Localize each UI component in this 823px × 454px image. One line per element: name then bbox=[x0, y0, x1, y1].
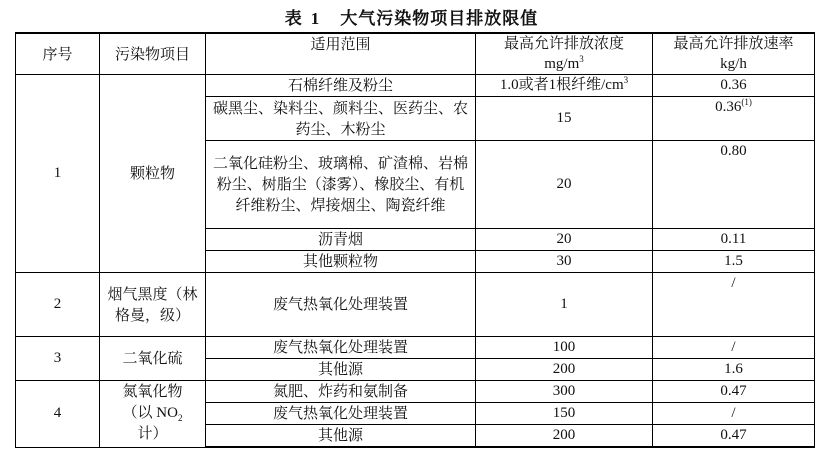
table-row bbox=[16, 75, 815, 97]
header-conc bbox=[476, 33, 653, 75]
rate-cell: 0.47 bbox=[653, 425, 815, 448]
conc-cell: 300 bbox=[476, 381, 653, 403]
rate-cell: 0.11 bbox=[653, 229, 815, 251]
conc-cell: 1.0或者1根纤维$/cm^3$ bbox=[476, 75, 653, 97]
scope-cell: 氮肥、炸药和氨制备 bbox=[206, 381, 476, 403]
conc-cell: 200 bbox=[476, 425, 653, 448]
seq-cell: 3 bbox=[16, 337, 100, 381]
rate-cell: 0.36$^{(1)}$ bbox=[653, 97, 815, 141]
rate-cell: 1.5 bbox=[653, 251, 815, 273]
scope-cell: 其他源 bbox=[206, 425, 476, 448]
scope-cell: 其他颗粒物 bbox=[206, 251, 476, 273]
seq-cell: 4 bbox=[16, 381, 100, 448]
header-conc-unit: $mg/m^3$ bbox=[544, 54, 584, 72]
scope-cell: 废气热氧化处理装置 bbox=[206, 403, 476, 425]
scope-cell: 其他源 bbox=[206, 359, 476, 381]
header-conc-label: 最高允许排放浓度 bbox=[503, 36, 624, 52]
header-scope: 适用范围 bbox=[206, 33, 476, 75]
table-title bbox=[0, 4, 823, 29]
table-title-text: 大气污染物项目排放限值 bbox=[340, 9, 539, 29]
scope-cell: 废气热氧化处理装置 bbox=[206, 337, 476, 359]
table-row bbox=[16, 381, 815, 403]
scope-cell: 碳黑尘、染料尘、颜料尘、医药尘、农药尘、木粉尘 bbox=[206, 97, 476, 141]
rate-footnote-marker: (1) bbox=[741, 97, 752, 107]
header-seq: 序号 bbox=[16, 33, 100, 75]
item-cell bbox=[100, 381, 206, 448]
rate-cell: / bbox=[653, 403, 815, 425]
header-rate-unit: kg/h bbox=[720, 56, 747, 72]
header-item: 污染物项目 bbox=[100, 33, 206, 75]
conc-cell: 20 bbox=[476, 229, 653, 251]
table-title-number: 1 bbox=[310, 9, 321, 28]
table-row bbox=[16, 337, 815, 359]
header-rate bbox=[653, 33, 815, 75]
rate-cell: 0.47 bbox=[653, 381, 815, 403]
item-cell: 烟气黑度（林格曼，级） bbox=[100, 273, 206, 337]
rate-cell: / bbox=[653, 337, 815, 359]
item-line: 氮氧化物 bbox=[122, 384, 183, 401]
conc-cell: 20 bbox=[476, 141, 653, 229]
seq-cell: 1 bbox=[16, 75, 100, 273]
item-line: （以 $NO_2$ bbox=[122, 405, 183, 424]
header-row bbox=[16, 33, 815, 75]
scope-cell: 废气热氧化处理装置 bbox=[206, 273, 476, 337]
table-row bbox=[16, 273, 815, 337]
rate-cell: / bbox=[653, 273, 815, 337]
rate-cell: 0.36 bbox=[653, 75, 815, 97]
seq-cell: 2 bbox=[16, 273, 100, 337]
item-cell: 颗粒物 bbox=[100, 75, 206, 273]
emission-limits-table bbox=[15, 32, 815, 448]
scope-cell: 沥青烟 bbox=[206, 229, 476, 251]
table-title-prefix: 表 bbox=[284, 9, 303, 29]
rate-cell: 0.80 bbox=[653, 141, 815, 229]
scope-cell: 石棉纤维及粉尘 bbox=[206, 75, 476, 97]
conc-cell: 1 bbox=[476, 273, 653, 337]
conc-cell: 150 bbox=[476, 403, 653, 425]
conc-cell: 100 bbox=[476, 337, 653, 359]
scope-cell: 二氧化硅粉尘、玻璃棉、矿渣棉、岩棉粉尘、树脂尘（漆雾）、橡胶尘、有机纤维粉尘、焊接烟尘、陶瓷纤维 bbox=[206, 141, 476, 229]
conc-cell: 15 bbox=[476, 97, 653, 141]
rate-cell: 1.6 bbox=[653, 359, 815, 381]
conc-cell: 30 bbox=[476, 251, 653, 273]
item-cell: 二氧化硫 bbox=[100, 337, 206, 381]
header-rate-label: 最高允许排放速率 bbox=[673, 36, 794, 52]
conc-cell: 200 bbox=[476, 359, 653, 381]
item-line: 计） bbox=[137, 426, 168, 443]
